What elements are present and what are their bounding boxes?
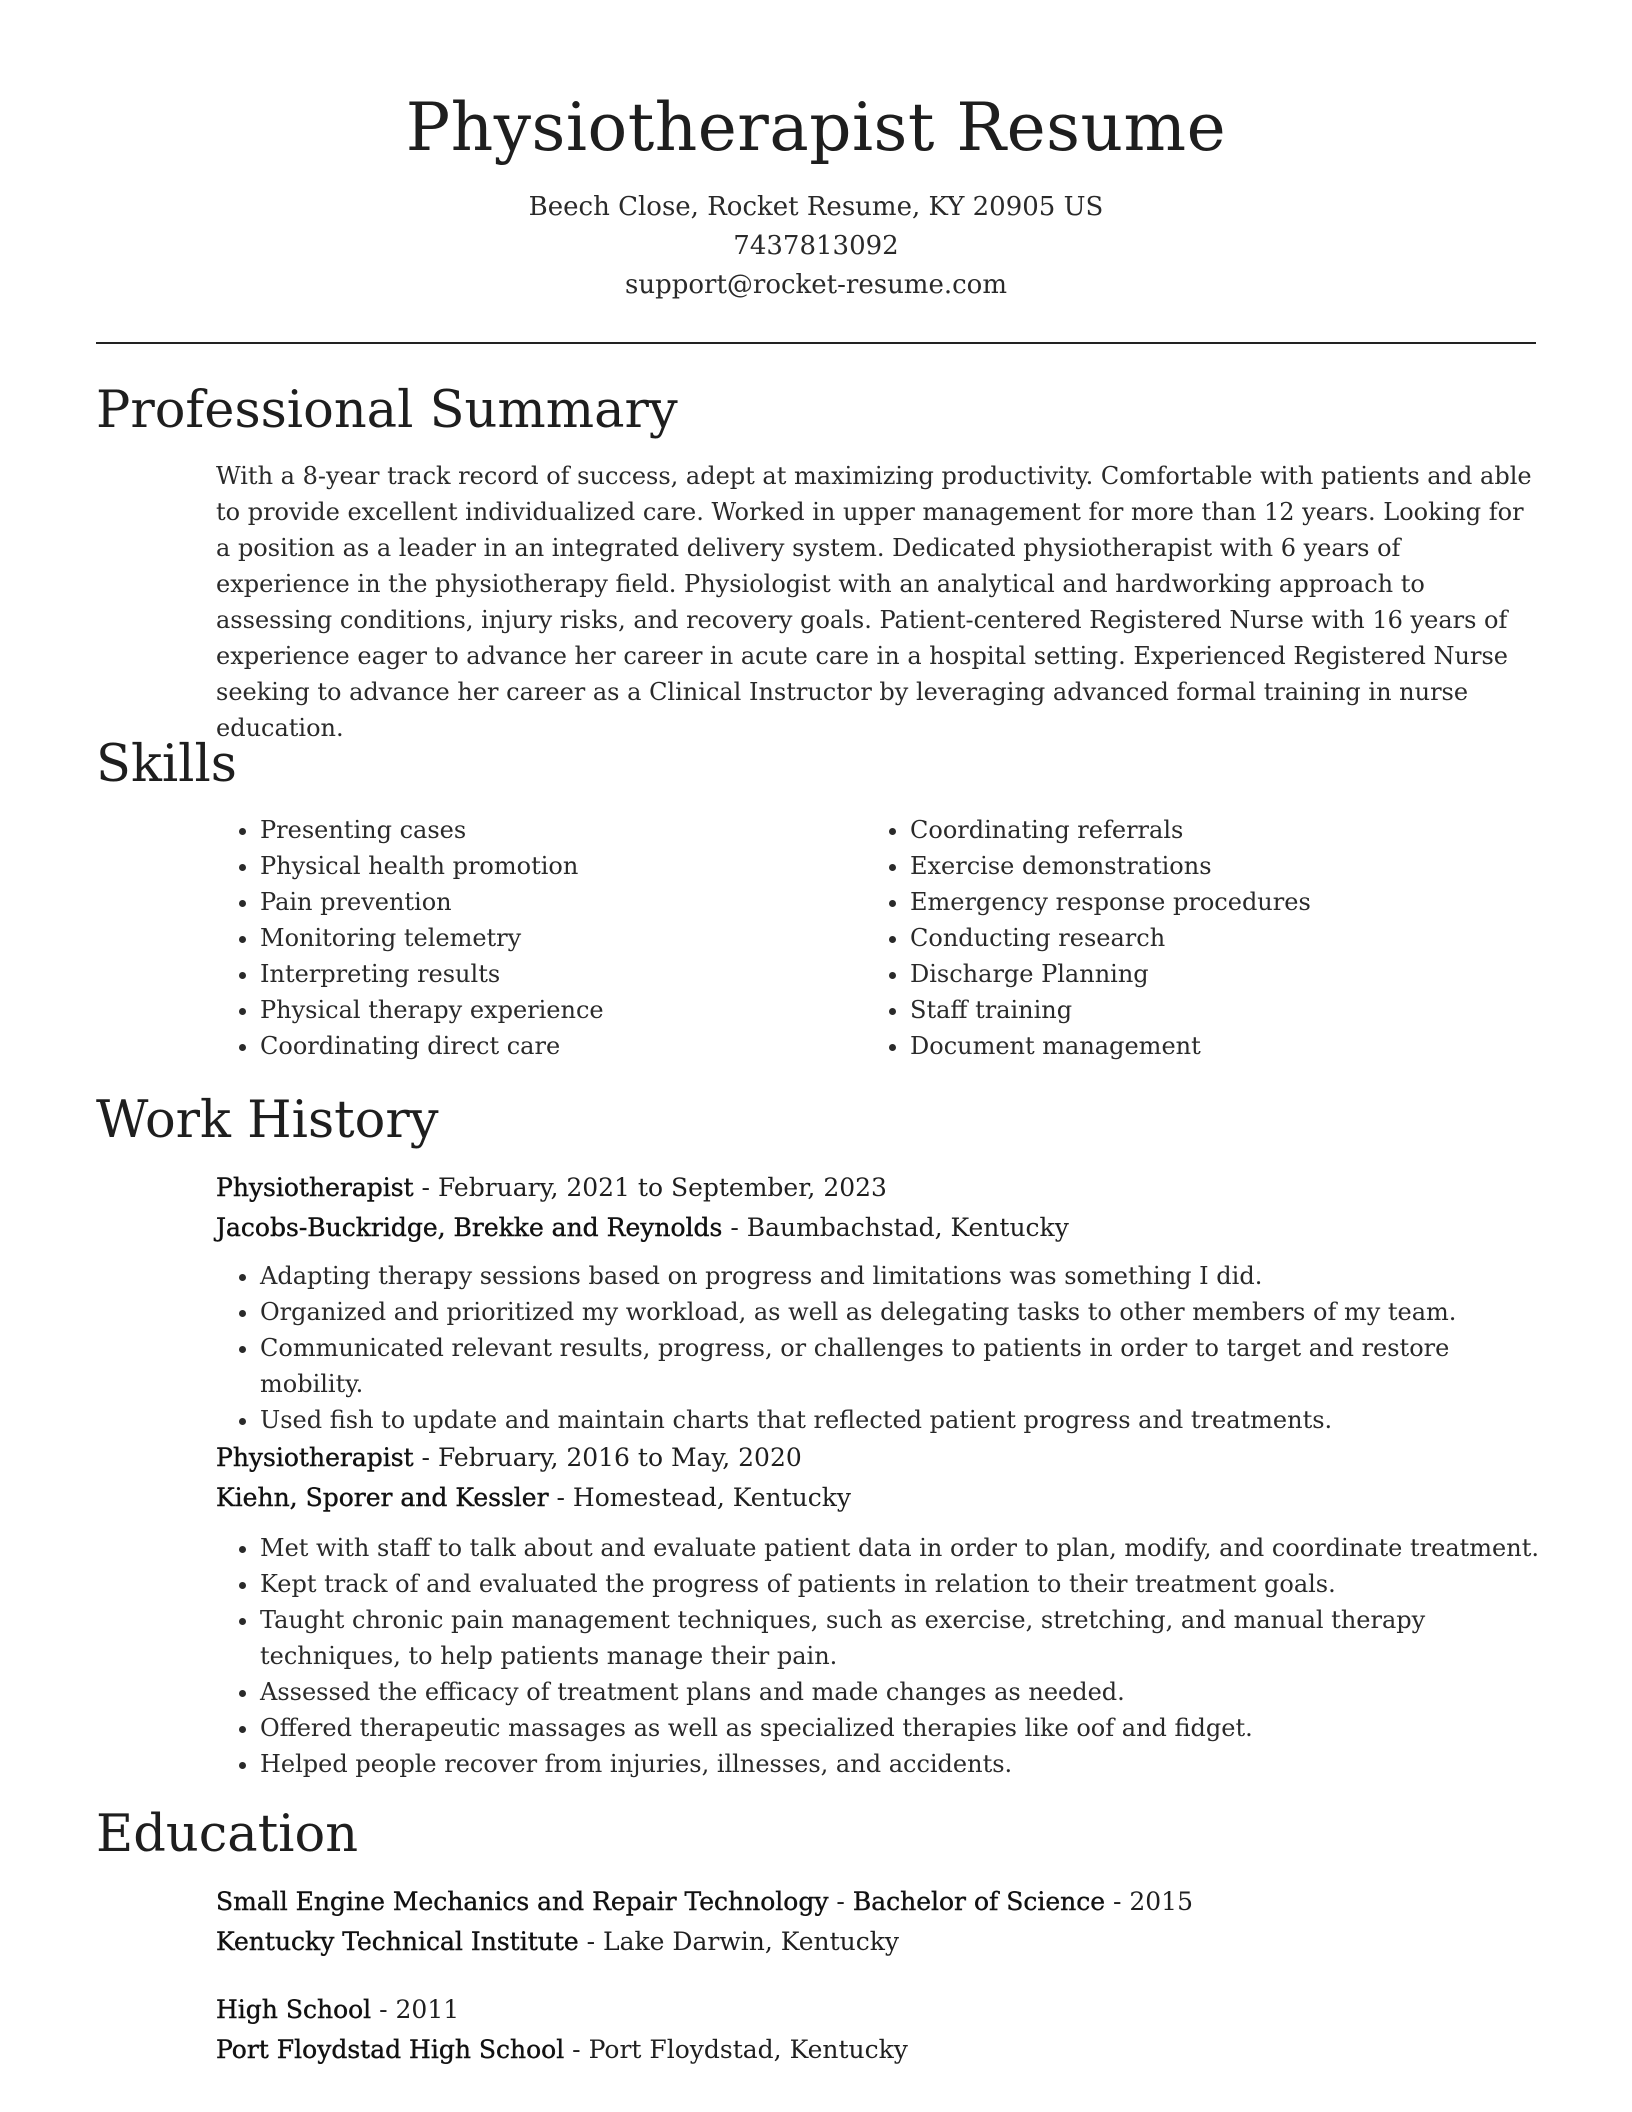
job-location: Baumbachstad, Kentucky <box>746 1213 1069 1242</box>
separator: - <box>413 1173 438 1202</box>
resume-header <box>0 0 1632 305</box>
education-heading: Education <box>96 1805 359 1864</box>
skill-item: • Staff training <box>910 992 1516 1028</box>
skill-item: • Presenting cases <box>260 812 866 848</box>
education-entry <box>216 1990 1546 2070</box>
job-duty: • Kept track of and evaluated the progress of patients in relation to their treatment goals. <box>260 1566 1546 1602</box>
school-location: Port Floydstad, Kentucky <box>588 2035 908 2064</box>
header-divider <box>96 342 1536 344</box>
degree-name: High School <box>216 1995 372 2024</box>
separator: - <box>722 1213 747 1242</box>
job-title-line <box>216 1438 1546 1478</box>
skills-column-right <box>866 812 1516 1064</box>
separator: - <box>578 1927 604 1956</box>
separator: - <box>413 1443 438 1472</box>
summary-heading: Professional Summary <box>96 381 678 440</box>
job-company-line <box>216 1478 1546 1518</box>
job-company-line <box>216 1208 1546 1248</box>
email: support@rocket-resume.com <box>624 270 1007 300</box>
separator: - <box>371 1995 396 2024</box>
job-title-line <box>216 1168 1546 1208</box>
separator: - <box>828 1887 853 1916</box>
job-duty: • Offered therapeutic massages as well as specialized therapies like oof and fidget. <box>260 1710 1546 1746</box>
summary-text: With a 8-year track record of success, adept at maximizing productivity. Comfortable with patients and able to provide excellent individualized care. Worked in upper management for more than 12 years. Looking for a position as a leader in an integrated delivery system. Dedicated physiotherapist with 6 years of experience in the physiotherapy field. Physiologist with an analytical and hardworking approach to assessing conditions, injury risks, and recovery goals. Patient-centered Registered Nurse with 16 years of experience eager to advance her career in acute care in a hospital setting. Experienced Registered Nurse seeking to advance her career as a Clinical Instructor by leveraging advanced formal training in nurse education. <box>216 462 1532 742</box>
degree-line <box>216 1990 1546 2030</box>
skill-item: • Pain prevention <box>260 884 866 920</box>
skill-item: • Emergency response procedures <box>910 884 1516 920</box>
resume-title: Physiotherapist Resume <box>405 89 1227 166</box>
job-duty: • Assessed the efficacy of treatment plans and made changes as needed. <box>260 1674 1546 1710</box>
phone: 7437813092 <box>733 231 899 261</box>
school-location: Lake Darwin, Kentucky <box>603 1927 900 1956</box>
skill-item: • Coordinating direct care <box>260 1028 866 1064</box>
school-line <box>216 2030 1546 2070</box>
job-duty: • Adapting therapy sessions based on progress and limitations was something I did. <box>260 1258 1546 1294</box>
school-name: Port Floydstad High School <box>216 2035 565 2064</box>
job-location: Homestead, Kentucky <box>572 1483 852 1512</box>
degree-year: 2011 <box>395 1995 460 2024</box>
separator: - <box>564 2035 589 2064</box>
job-duties <box>216 1258 1546 1438</box>
job-entry <box>216 1438 1546 1782</box>
job-duty: • Organized and prioritized my workload, as well as delegating tasks to other members of my team. <box>260 1294 1546 1330</box>
job-duty: • Helped people recover from injuries, illnesses, and accidents. <box>260 1746 1546 1782</box>
job-dates: February, 2021 to September, 2023 <box>437 1173 887 1202</box>
work-history-heading: Work History <box>96 1091 439 1150</box>
degree-year: 2015 <box>1129 1887 1193 1916</box>
job-duty: • Communicated relevant results, progress, or challenges to patients in order to target and restore mobility. <box>260 1330 1546 1402</box>
contact-info <box>0 188 1632 305</box>
degree-name: Small Engine Mechanics and Repair Technology <box>216 1887 829 1916</box>
skill-item: • Coordinating referrals <box>910 812 1516 848</box>
skill-item: • Interpreting results <box>260 956 866 992</box>
degree-line <box>216 1882 1546 1922</box>
skills-column-left <box>216 812 866 1064</box>
skills-heading: Skills <box>96 735 237 794</box>
skill-item: • Conducting research <box>910 920 1516 956</box>
job-duty: • Met with staff to talk about and evaluate patient data in order to plan, modify, and coordinate treatment. <box>260 1530 1546 1566</box>
job-duties <box>216 1530 1546 1782</box>
job-duty: • Used fish to update and maintain charts that reflected patient progress and treatments. <box>260 1402 1546 1438</box>
address: Beech Close, Rocket Resume, KY 20905 US <box>528 192 1104 222</box>
school-line <box>216 1922 1546 1962</box>
school-name: Kentucky Technical Institute <box>216 1927 579 1956</box>
skill-item: • Physical health promotion <box>260 848 866 884</box>
skill-item: • Monitoring telemetry <box>260 920 866 956</box>
skill-item: • Physical therapy experience <box>260 992 866 1028</box>
job-company: Jacobs-Buckridge, Brekke and Reynolds <box>216 1213 723 1242</box>
skill-item: • Discharge Planning <box>910 956 1516 992</box>
job-entry <box>216 1168 1546 1438</box>
job-company: Kiehn, Sporer and Kessler <box>216 1483 549 1512</box>
skill-item: • Document management <box>910 1028 1516 1064</box>
job-duty: • Taught chronic pain management techniques, such as exercise, stretching, and manual therapy techniques, to help patients manage their pain. <box>260 1602 1546 1674</box>
job-dates: February, 2016 to May, 2020 <box>437 1443 802 1472</box>
degree-level: Bachelor of Science <box>852 1887 1106 1916</box>
job-role: Physiotherapist <box>216 1173 414 1202</box>
separator: - <box>1105 1887 1130 1916</box>
summary-section <box>216 458 1536 746</box>
skills-section <box>216 812 1546 1064</box>
education-entry <box>216 1882 1546 1962</box>
separator: - <box>548 1483 573 1512</box>
job-role: Physiotherapist <box>216 1443 414 1472</box>
skill-item: • Exercise demonstrations <box>910 848 1516 884</box>
